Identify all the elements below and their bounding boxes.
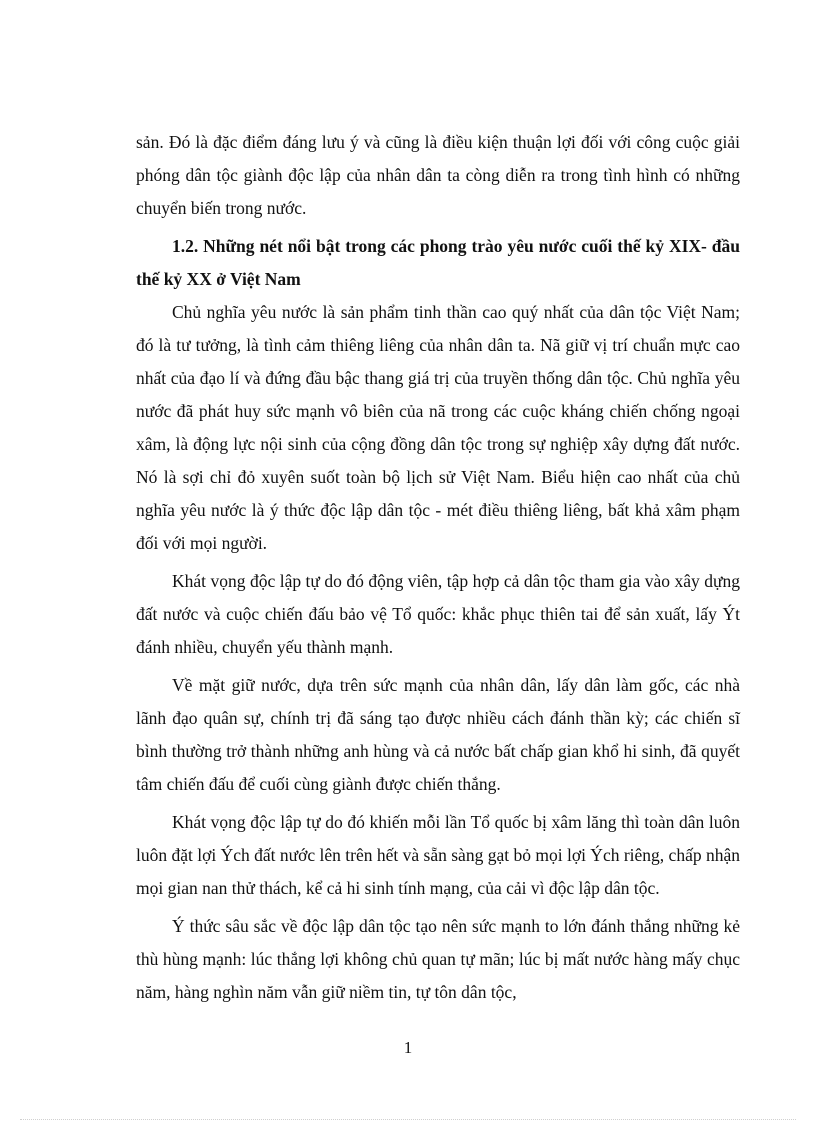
paragraph-4: Khát vọng độc lập tự do đó khiến mỗi lần Tổ quốc bị xâm lăng thì toàn dân luôn luôn đặt lợi Ých đất nước lên trên hết và sẵn sàng gạt bỏ mọi lợi Ých riêng, chấp nhận mọi gian nan thử thách, kể cả hi sinh tính mạng, của cải vì độc lập dân tộc. <box>136 812 740 898</box>
paragraph-5: Ý thức sâu sắc về độc lập dân tộc tạo nên sức mạnh to lớn đánh thắng những kẻ thù hùng mạnh: lúc thắng lợi không chủ quan tự mãn; lúc bị mất nước hàng mấy chục năm, hàng nghìn năm vẫn giữ niềm tin, tự tôn dân tộc, <box>136 916 740 1002</box>
paragraph-3: Về mặt giữ nước, dựa trên sức mạnh của nhân dân, lấy dân làm gốc, các nhà lãnh đạo quân sự, chính trị đã sáng tạo được nhiều cách đánh thần kỳ; các chiến sĩ bình thường trở thành những anh hùng và cả nước bất chấp gian khổ hi sinh, đã quyết tâm chiến đấu để cuối cùng giành được chiến thắng. <box>136 675 740 794</box>
continued-paragraph: sản. Đó là đặc điểm đáng lưu ý và cũng là điều kiện thuận lợi đối với công cuộc giải phóng dân tộc giành độc lập của nhân dân ta còng diễn ra trong tình hình có những chuyển biến trong nước. <box>136 132 740 218</box>
paragraph-1: Chủ nghĩa yêu nước là sản phẩm tinh thần cao quý nhất của dân tộc Việt Nam; đó là tư tưởng, là tình cảm thiêng liêng của nhân dân ta. Nã giữ vị trí chuẩn mực cao nhất của đạo lí và đứng đầu bậc thang giá trị của truyền thống dân tộc. Chủ nghĩa yêu nước đã phát huy sức mạnh vô biên của nã trong các cuộc kháng chiến chống ngoại xâm, là động lực nội sinh của cộng đồng dân tộc trong sự nghiệp xây dựng đất nước. Nó là sợi chỉ đỏ xuyên suốt toàn bộ lịch sử Việt Nam. Biểu hiện cao nhất của chủ nghĩa yêu nước là ý thức độc lập dân tộc - mét điều thiêng liêng, bất khả xâm phạm đối với mọi người. <box>136 302 740 553</box>
section-heading: 1.2. Những nét nổi bật trong các phong trào yêu nước cuối thế kỷ XIX- đầu thế kỷ XX ở Việt Nam <box>136 236 740 289</box>
bottom-divider <box>20 1119 796 1120</box>
paragraph-2: Khát vọng độc lập tự do đó động viên, tập hợp cả dân tộc tham gia vào xây dựng đất nước và cuộc chiến đấu bảo vệ Tổ quốc: khắc phục thiên tai để sản xuất, lấy Ýt đánh nhiều, chuyển yếu thành mạnh. <box>136 571 740 657</box>
page-number: 1 <box>403 1038 413 1057</box>
body-text <box>136 126 740 1014</box>
